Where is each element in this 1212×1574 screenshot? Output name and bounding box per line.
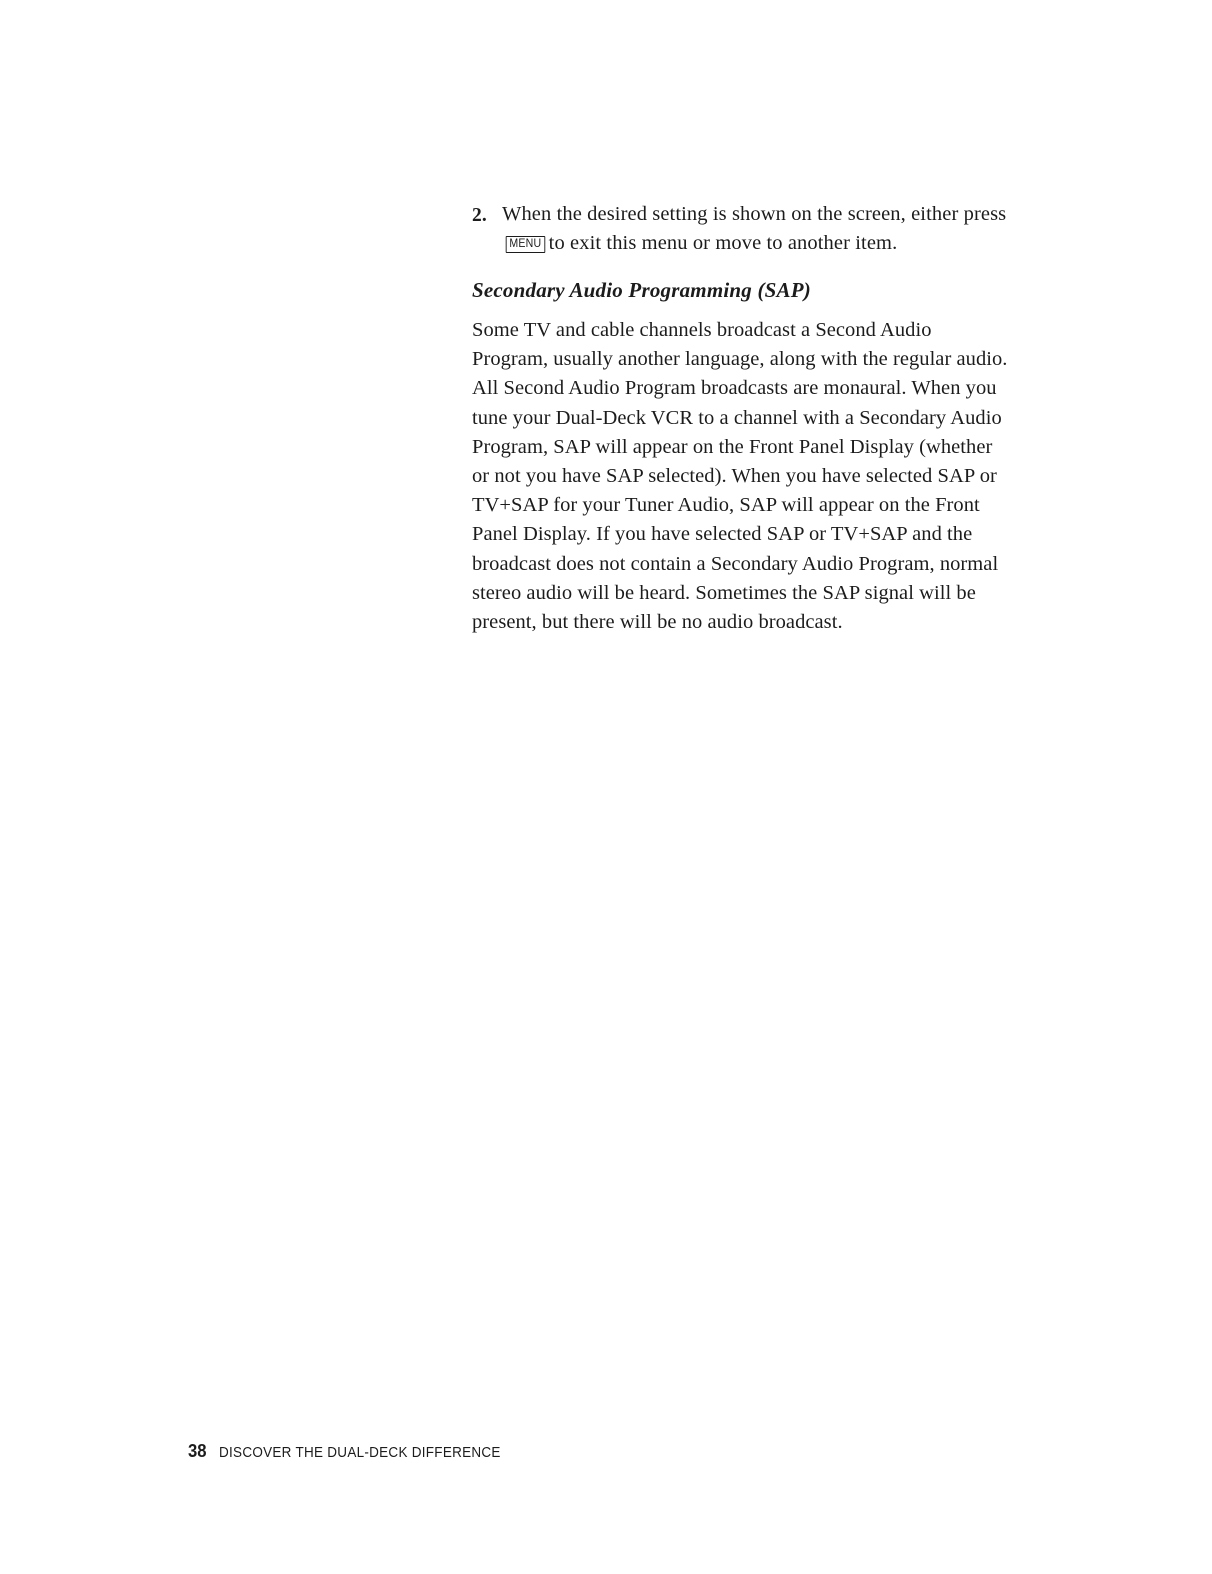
footer-section-title: DISCOVER THE DUAL-DECK DIFFERENCE	[218, 1445, 501, 1461]
step-text	[502, 200, 1012, 258]
footer-page-number: 38	[188, 1440, 207, 1461]
section-heading: Secondary Audio Programming (SAP)	[472, 278, 811, 302]
section-paragraph: Some TV and cable channels broadcast a Second Audio Program, usually another language, along with the regular audio. All Second Audio Program broadcasts are monaural. When you tune your Dual-Deck VCR to a channel with a Secondary Audio Program, SAP will appear on the Front Panel Display (whether or not you have SAP selected). When you have selected SAP or TV+SAP for your Tuner Audio, SAP will appear on the Front Panel Display. If you have selected SAP or TV+SAP and the broadcast does not contain a Secondary Audio Program, normal stereo audio will be heard. Sometimes the SAP signal will be present, but there will be no audio broadcast.	[472, 319, 1008, 634]
menu-keycap-icon: MENU	[506, 236, 545, 253]
numbered-step-2	[472, 200, 1012, 258]
page-footer	[188, 1440, 521, 1462]
step-number: 2.	[472, 205, 487, 226]
page-content	[472, 200, 1012, 637]
step-text-before-key: When the desired setting is shown on the screen, either press	[502, 203, 1007, 225]
step-text-after-key: to exit this menu or move to another item.	[548, 232, 898, 254]
